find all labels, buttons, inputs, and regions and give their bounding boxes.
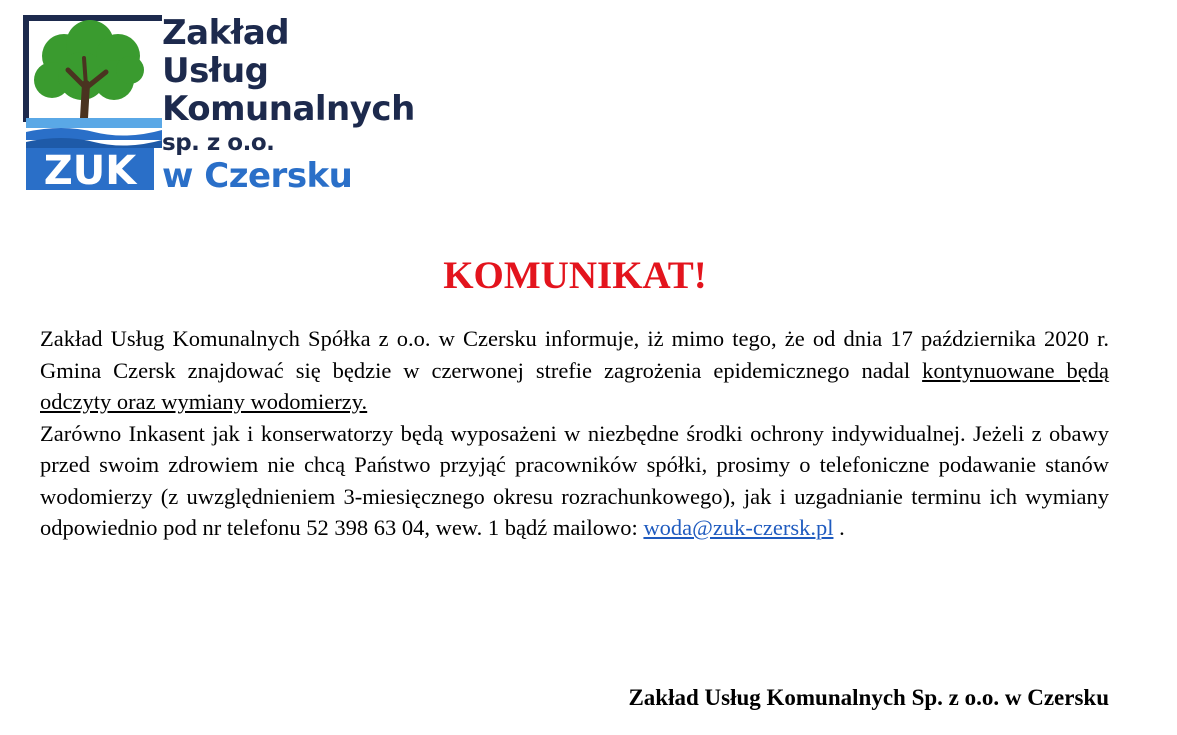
logo-line-1: Zakład <box>162 13 290 53</box>
logo-wordmark <box>162 14 415 194</box>
paragraph-2-end: . <box>833 515 845 540</box>
email-link[interactable]: woda@zuk-czersk.pl <box>643 515 834 540</box>
signature: Zakład Usług Komunalnych Sp. z o.o. w Czersku <box>628 685 1109 710</box>
logo-line-5: w Czersku <box>162 156 353 196</box>
logo-line-4: sp. z o.o. <box>162 130 275 156</box>
paragraph-1 <box>40 323 1109 418</box>
paragraph-1-underlined: kontynuowane będą odczyty oraz wymiany wodomierzy. <box>40 357 1109 414</box>
tree-water-logo-icon <box>22 14 162 190</box>
paragraph-2-text: Zarówno Inkasent jak i konserwatorzy będą wyposażeni w niezbędne środki ochrony indywidualnej. Jeżeli z obawy przed swoim zdrowiem nie chcą Państwo przyjąć pracowników spółki, prosimy o telefoniczne podawanie stanów wodomierzy (z uwzględnieniem 3-miesięcznego okresu rozrachunkowego), jak i uzgadnianie terminu ich wymiany odpowiednio pod nr telefonu 52 398 63 04, wew. 1 bądź mailowo: <box>40 420 1109 540</box>
company-logo <box>22 14 422 194</box>
paragraph-1-text: Zakład Usług Komunalnych Spółka z o.o. w Czersku informuje, iż mimo tego, że od dnia 17 października 2020 r. Gmina Czersk znajdować się będzie w czerwonej strefie zagrożenia epidemicznego nadal <box>40 326 1109 383</box>
announcement-title: KOMUNIKAT! <box>443 254 707 297</box>
logo-line-2: Usług <box>162 51 269 91</box>
logo-line-3: Komunalnych <box>162 89 415 129</box>
announcement-body <box>40 323 1109 544</box>
logo-abbreviation: ZUK <box>43 148 137 190</box>
paragraph-2 <box>40 418 1109 544</box>
